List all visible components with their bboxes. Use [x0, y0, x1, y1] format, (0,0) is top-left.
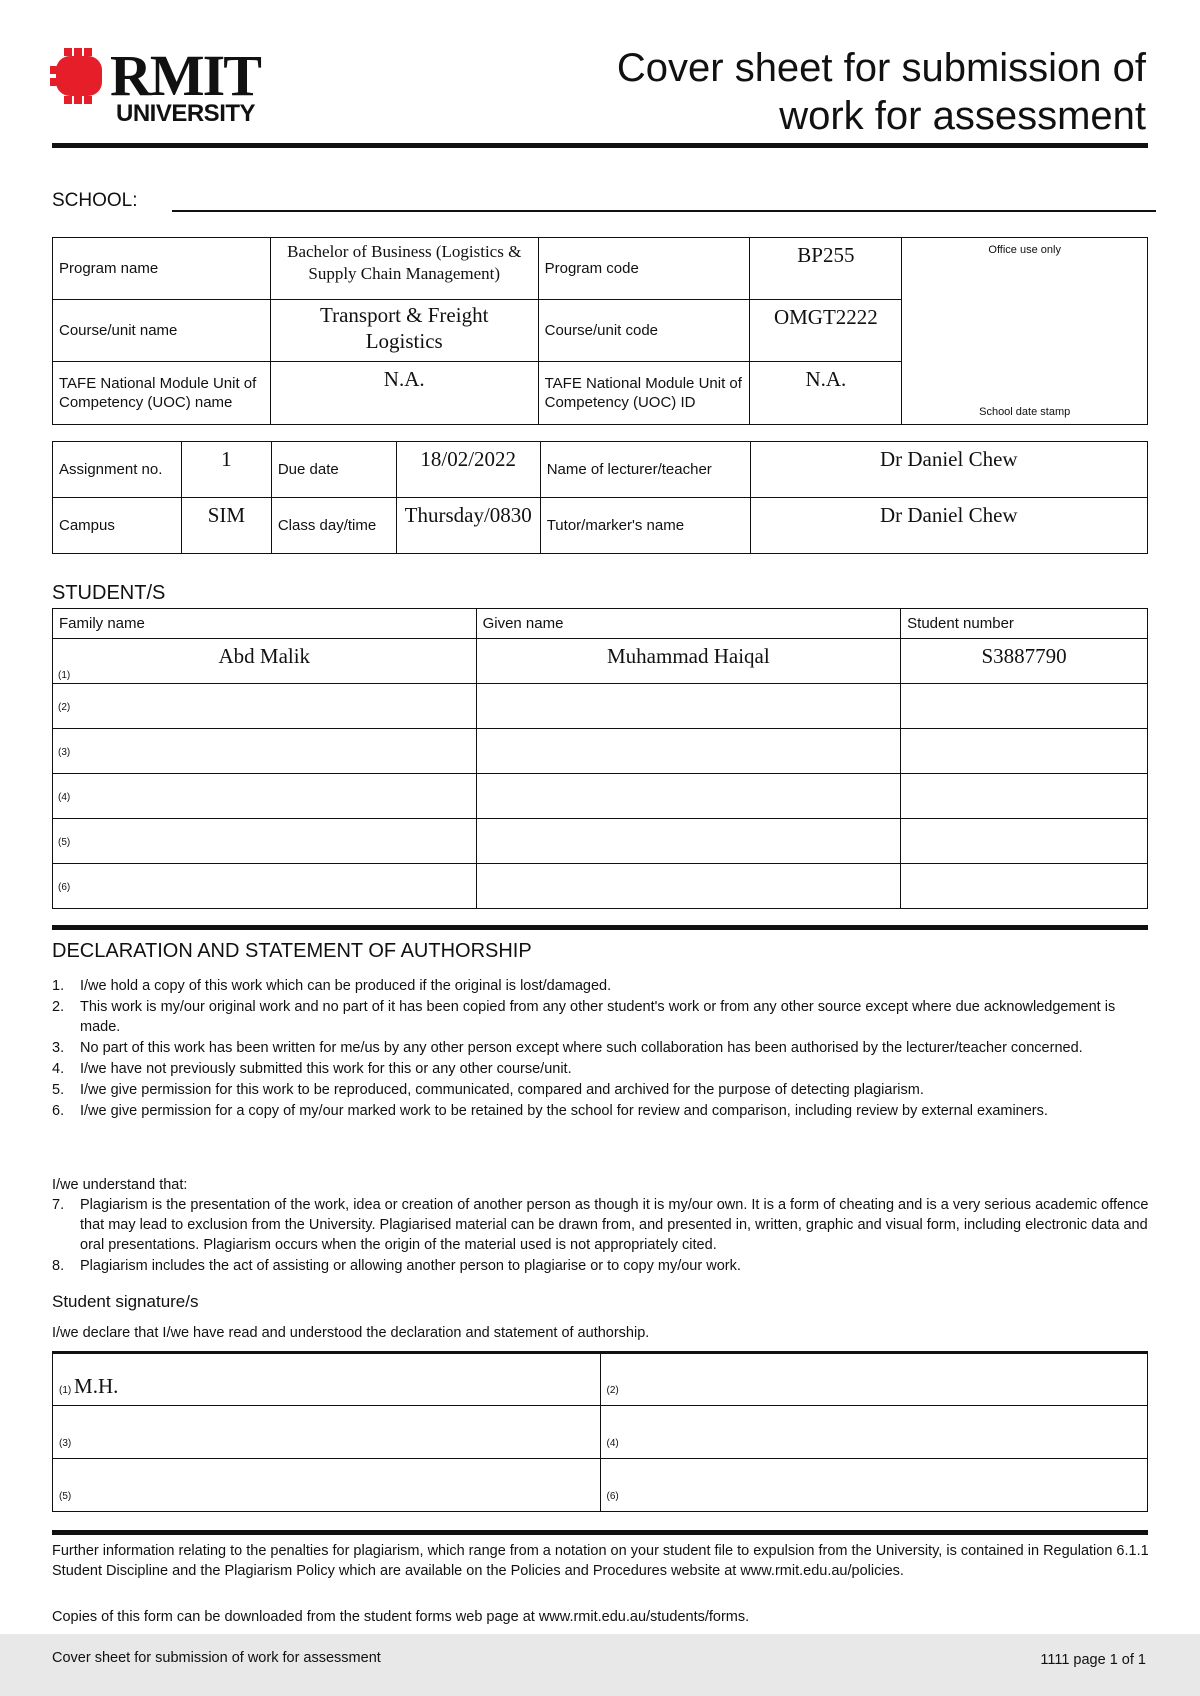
uoc-id-label: TAFE National Module Unit of Competency (UOC) ID	[538, 362, 750, 425]
family-name-value: Abd Malik	[218, 644, 311, 668]
students-heading: STUDENT/S	[52, 582, 166, 604]
lecturer-value[interactable]: Dr Daniel Chew	[750, 442, 1147, 498]
table-row	[53, 864, 1148, 909]
campus-label: Campus	[53, 498, 182, 554]
uoc-name-value[interactable]: N.A.	[270, 362, 538, 425]
signature-slot-2[interactable]	[600, 1353, 1147, 1406]
student-number-cell[interactable]	[901, 639, 1148, 684]
declaration-list	[52, 976, 1152, 1122]
office-use-box	[902, 238, 1148, 425]
program-table	[52, 237, 1148, 425]
notes-rule	[52, 1530, 1148, 1535]
signature-slot-4[interactable]	[600, 1406, 1147, 1459]
title-line-1: Cover sheet for submission of	[616, 46, 1146, 90]
page-title	[426, 44, 1146, 140]
given-name-cell[interactable]	[476, 684, 901, 729]
list-item	[52, 1059, 1152, 1079]
table-row	[53, 729, 1148, 774]
program-name-value[interactable]: Bachelor of Business (Logistics & Supply Chain Management)	[270, 238, 538, 300]
family-name-cell[interactable]	[53, 819, 477, 864]
declaration-heading: DECLARATION AND STATEMENT OF AUTHORSHIP	[52, 940, 532, 962]
row-number: (3)	[58, 747, 71, 758]
course-name-label: Course/unit name	[53, 300, 271, 362]
given-name-value: Muhammad Haiqal	[607, 644, 770, 668]
course-code-label: Course/unit code	[538, 300, 750, 362]
given-name-cell[interactable]	[476, 774, 901, 819]
family-name-cell[interactable]	[53, 684, 477, 729]
list-item	[52, 1038, 1152, 1058]
course-code-value[interactable]: OMGT2222	[750, 300, 902, 362]
list-item	[52, 1101, 1152, 1121]
student-number-cell[interactable]	[901, 864, 1148, 909]
row-number: (6)	[58, 882, 71, 893]
date-stamp-label: School date stamp	[979, 406, 1071, 418]
item-text: I/we have not previously submitted this work for this or any other course/unit.	[80, 1061, 572, 1077]
student-number-cell[interactable]	[901, 684, 1148, 729]
given-name-cell[interactable]	[476, 819, 901, 864]
campus-value[interactable]: SIM	[181, 498, 271, 554]
given-name-cell[interactable]	[476, 729, 901, 774]
signature-heading: Student signature/s	[52, 1292, 199, 1311]
family-name-cell[interactable]	[53, 729, 477, 774]
family-name-cell[interactable]	[53, 639, 477, 684]
logo-text-rmit: RMIT	[110, 43, 260, 108]
school-label: SCHOOL:	[52, 190, 138, 211]
course-name-value[interactable]: Transport & Freight Logistics	[270, 300, 538, 362]
assignment-no-value[interactable]: 1	[181, 442, 271, 498]
col-student-number: Student number	[901, 609, 1148, 639]
slot-number: (3)	[59, 1438, 72, 1449]
signature-declaration: I/we declare that I/we have read and understood the declaration and statement of authorship.	[52, 1325, 650, 1341]
slot-number: (4)	[606, 1438, 619, 1449]
list-item	[52, 997, 1152, 1037]
list-item	[52, 1080, 1152, 1100]
logo-text-university: UNIVERSITY	[116, 100, 256, 127]
col-family-name: Family name	[53, 609, 477, 639]
form-copies-note: Copies of this form can be downloaded from the student forms web page at www.rmit.edu.au/students/forms.	[52, 1609, 750, 1625]
header-rule	[52, 143, 1148, 148]
due-date-label: Due date	[271, 442, 396, 498]
col-given-name: Given name	[476, 609, 901, 639]
item-text: This work is my/our original work and no part of it has been copied from any other student's work or from any other source except where due acknowledgement is made.	[80, 999, 1116, 1035]
item-number: 2.	[52, 999, 65, 1015]
row-number: (4)	[58, 792, 71, 803]
signature-table	[52, 1351, 1148, 1512]
item-text: No part of this work has been written for me/us by any other person except where such collaboration has been authorised by the lecturer/teacher concerned.	[80, 1040, 1083, 1056]
signature-slot-3[interactable]	[53, 1406, 601, 1459]
signature-slot-6[interactable]	[600, 1459, 1147, 1512]
student-number-cell[interactable]	[901, 819, 1148, 864]
declaration-rule	[52, 925, 1148, 930]
row-number: (2)	[58, 702, 71, 713]
student-number-cell[interactable]	[901, 729, 1148, 774]
program-code-label: Program code	[538, 238, 750, 300]
list-item	[52, 976, 1152, 996]
tutor-value[interactable]: Dr Daniel Chew	[750, 498, 1147, 554]
family-name-cell[interactable]	[53, 864, 477, 909]
item-number: 6.	[52, 1103, 65, 1119]
item-number: 5.	[52, 1082, 65, 1098]
student-number-cell[interactable]	[901, 774, 1148, 819]
row-number: (1)	[58, 670, 71, 681]
given-name-cell[interactable]	[476, 639, 901, 684]
slot-number: (6)	[606, 1491, 619, 1502]
program-code-value[interactable]: BP255	[750, 238, 902, 300]
table-row	[53, 639, 1148, 684]
item-text: I/we hold a copy of this work which can be produced if the original is lost/damaged.	[80, 978, 612, 994]
slot-number: (1)	[59, 1385, 72, 1396]
item-text: Plagiarism includes the act of assisting or allowing another person to plagiarise or to copy my/our work.	[80, 1258, 741, 1274]
assignment-no-label: Assignment no.	[53, 442, 182, 498]
given-name-cell[interactable]	[476, 864, 901, 909]
class-day-time-label: Class day/time	[271, 498, 396, 554]
understand-label: I/we understand that:	[52, 1177, 188, 1193]
assignment-table	[52, 441, 1148, 554]
due-date-value[interactable]: 18/02/2022	[396, 442, 540, 498]
uoc-name-label: TAFE National Module Unit of Competency (UOC) name	[53, 362, 271, 425]
signature-slot-1[interactable]	[53, 1353, 601, 1406]
lecturer-label: Name of lecturer/teacher	[540, 442, 750, 498]
office-use-label: Office use only	[988, 244, 1061, 256]
item-number: 1.	[52, 978, 65, 994]
title-line-2: work for assessment	[779, 94, 1146, 138]
slot-number: (2)	[606, 1385, 619, 1396]
students-table	[52, 608, 1148, 909]
item-number: 4.	[52, 1061, 65, 1077]
item-text: I/we give permission for this work to be reproduced, communicated, compared and archived for the purpose of detecting plagiarism.	[80, 1082, 924, 1098]
program-name-label: Program name	[53, 238, 271, 300]
item-number: 7.	[52, 1197, 65, 1213]
school-field[interactable]	[172, 210, 1156, 212]
table-row	[53, 774, 1148, 819]
item-number: 8.	[52, 1258, 65, 1274]
slot-number: (5)	[59, 1491, 72, 1502]
footer-page-number: 1111 page 1 of 1	[1040, 1652, 1146, 1668]
item-number: 3.	[52, 1040, 65, 1056]
signature-value: M.H.	[74, 1374, 119, 1398]
tutor-label: Tutor/marker's name	[540, 498, 750, 554]
list-item	[52, 1195, 1152, 1255]
item-text: Plagiarism is the presentation of the work, idea or creation of another person as though it is my/our own. It is a form of cheating and is a very serious academic offence that may lead to exclusion from the University. Plagiarised material can be drawn from, and presented in, written, graphic and visual form, including electronic data and oral presentations. Plagiarism occurs when the origin of the material used is not appropriately cited.	[80, 1197, 1149, 1253]
student-number-value: S3887790	[981, 644, 1067, 668]
family-name-cell[interactable]	[53, 774, 477, 819]
row-number: (5)	[58, 837, 71, 848]
table-row	[53, 819, 1148, 864]
uoc-id-value[interactable]: N.A.	[750, 362, 902, 425]
list-item	[52, 1256, 1152, 1276]
class-day-time-value[interactable]: Thursday/0830	[396, 498, 540, 554]
rmit-logo	[50, 44, 280, 134]
item-text: I/we give permission for a copy of my/our marked work to be retained by the school for review and comparison, including review by external examiners.	[80, 1103, 1048, 1119]
rmit-pixel-mark-icon	[50, 48, 106, 104]
signature-slot-5[interactable]	[53, 1459, 601, 1512]
plagiarism-penalty-note: Further information relating to the penalties for plagiarism, which range from a notation on your student file to expulsion from the University, is contained in Regulation 6.1.1 Student Discipline and the Plagiarism Policy which are available on the Policies and Procedures website at www.rmit.edu.au/policies.	[52, 1543, 1149, 1579]
footer-title: Cover sheet for submission of work for assessment	[52, 1650, 381, 1666]
table-row	[53, 684, 1148, 729]
declaration-list-2	[52, 1195, 1152, 1277]
